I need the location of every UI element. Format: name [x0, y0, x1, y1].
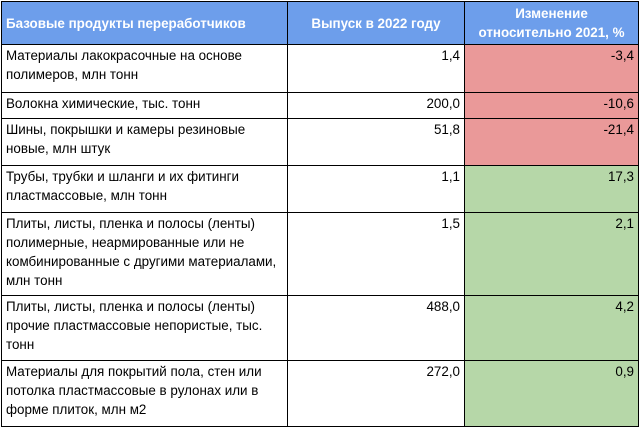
change-2021-cell: 2,1: [465, 213, 639, 296]
product-name-cell: Волокна химические, тыс. тонн: [2, 93, 288, 119]
output-2022-cell: 488,0: [288, 296, 465, 361]
products-table: [1, 1, 639, 427]
product-name-cell: Материалы для покрытий пола, стен или потолка пластмассовые в рулонах или в форме плиток, млн м2: [2, 361, 288, 427]
change-2021-cell: 0,9: [465, 361, 639, 427]
change-2021-cell: -21,4: [465, 119, 639, 166]
table-row: [2, 119, 639, 166]
product-name-cell: Плиты, листы, пленка и полосы (ленты) прочие пластмассовые непористые, тыс. тонн: [2, 296, 288, 361]
output-2022-cell: 272,0: [288, 361, 465, 427]
output-2022-cell: 1,4: [288, 45, 465, 93]
table-row: [2, 45, 639, 93]
product-name-cell: Плиты, листы, пленка и полосы (ленты) полимерные, неармированные или не комбинированные с другими материалами, млн тонн: [2, 213, 288, 296]
header-change-2021: Изменение относительно 2021, %: [465, 2, 639, 45]
product-name-cell: Материалы лакокрасочные на основе полимеров, млн тонн: [2, 45, 288, 93]
table-row: [2, 166, 639, 213]
product-name-cell: Трубы, трубки и шланги и их фитинги пластмассовые, млн тонн: [2, 166, 288, 213]
output-2022-cell: 200,0: [288, 93, 465, 119]
output-2022-cell: 51,8: [288, 119, 465, 166]
change-2021-cell: 17,3: [465, 166, 639, 213]
table-header-row: [2, 2, 639, 45]
change-2021-cell: -10,6: [465, 93, 639, 119]
table-row: [2, 213, 639, 296]
header-output-2022: Выпуск в 2022 году: [288, 2, 465, 45]
change-2021-cell: 4,2: [465, 296, 639, 361]
product-name-cell: Шины, покрышки и камеры резиновые новые, млн штук: [2, 119, 288, 166]
header-products: Базовые продукты переработчиков: [2, 2, 288, 45]
table-row: [2, 361, 639, 427]
output-2022-cell: 1,1: [288, 166, 465, 213]
table-row: [2, 296, 639, 361]
output-2022-cell: 1,5: [288, 213, 465, 296]
change-2021-cell: -3,4: [465, 45, 639, 93]
table-row: [2, 93, 639, 119]
